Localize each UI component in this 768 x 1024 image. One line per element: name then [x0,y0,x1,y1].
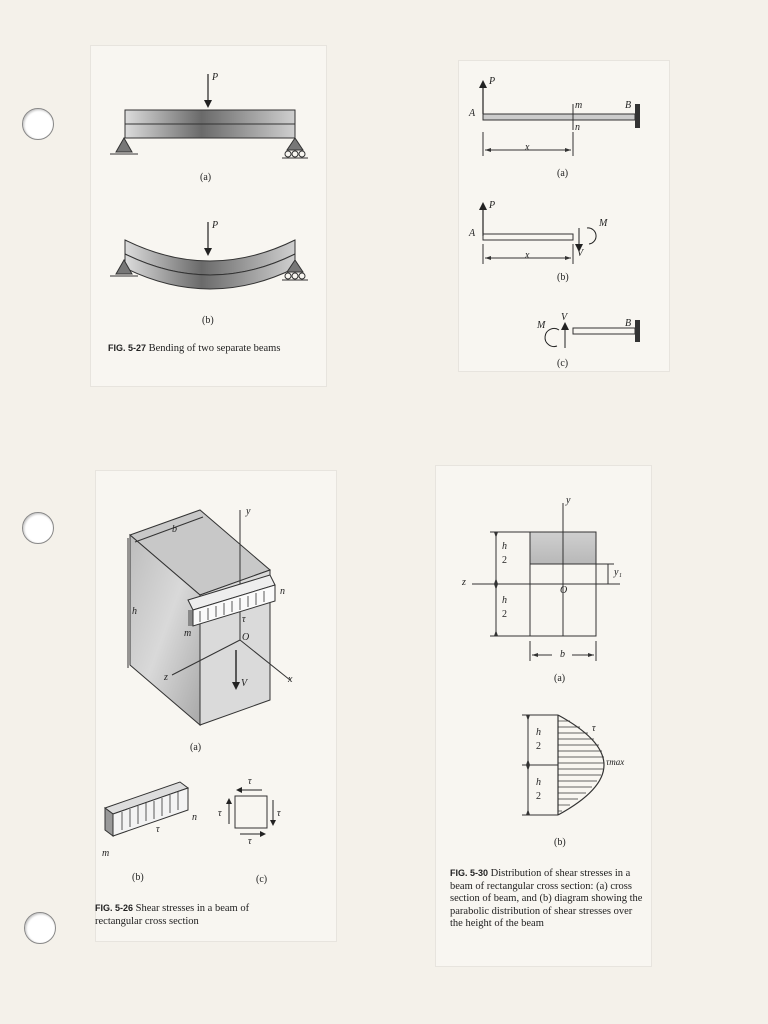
sub-label-c: (c) [256,874,268,885]
label-n-b: n [192,812,197,823]
load-label-b: P [212,220,219,231]
label-M-b: M [599,218,608,229]
fig-5-30-drawing [450,495,650,855]
figure-5-26 [95,490,330,940]
caption-number: FIG. 5-26 [95,903,134,913]
label-x: x [288,674,293,685]
label-tau-c-left: τ [218,808,222,819]
label-V-c: V [561,312,568,323]
label-h-top: h [502,541,507,552]
label-b: b [172,524,177,535]
punch-hole-bottom [24,912,56,944]
fig-5-27-caption [108,342,283,356]
label-m-b: m [102,848,110,859]
label-B: B [625,100,632,111]
caption-text: Bending of two separate beams [148,343,281,354]
label-n: n [280,586,285,597]
label-tau: τ [592,723,596,734]
caption-text: Shear stresses in a beam of rectangular cross section [95,903,250,927]
label-O: O [560,585,568,596]
sub-label-b: (b) [202,315,214,326]
label-b: b [560,649,565,660]
label-y1: y₁ [614,567,622,578]
figure-5-30 [450,495,650,965]
fig-5-27a-beams [110,74,308,158]
fig-5-30a-cross-section [472,503,620,661]
label-x-b: x [525,250,530,261]
fig-5-27b-beams [110,222,308,289]
label-y: y [566,495,571,506]
label-O: O [242,632,250,643]
sub-label-a: (a) [554,673,566,684]
sub-label-b: (b) [132,872,144,883]
label-A-b: A [469,228,476,239]
label-tau-b: τ [156,824,160,835]
label-2-b-bottom: 2 [536,791,541,802]
label-m: m [575,100,583,111]
label-h-b-bottom: h [536,777,541,788]
sub-label-c: (c) [557,358,569,369]
label-P-b: P [489,200,496,211]
label-V: V [241,678,248,689]
label-y: y [246,506,251,517]
figure-5-27 [100,60,320,380]
label-tau-c-top: τ [248,776,252,787]
label-x: x [525,142,530,153]
sub-label-a: (a) [557,168,569,179]
label-h-bottom: h [502,595,507,606]
label-m: m [184,628,192,639]
punch-hole-middle [22,512,54,544]
label-tau-c-bottom: τ [248,836,252,847]
label-z: z [164,672,168,683]
sub-label-b: (b) [554,837,566,848]
punch-hole-top [22,108,54,140]
fig-5-26b-element [105,782,188,836]
fig-5-26-caption [95,902,285,928]
fig-5-26a-block [128,510,293,725]
label-h: h [132,606,137,617]
label-tau-c-right: τ [277,808,281,819]
caption-text: Distribution of shear stresses in a beam of rectangular cross section: (a) cross section of beam, and (b) diagram showing the parabolic distribution of shear stresses over the height of the beam [450,868,643,929]
label-2-top: 2 [502,555,507,566]
fig-5-30-caption [450,867,645,931]
label-h-b-top: h [536,727,541,738]
figure-5-28 [465,72,655,372]
sub-label-a: (a) [190,742,202,753]
fig-5-27-drawing [100,60,320,340]
label-tau-max: τmax [606,757,625,767]
caption-number: FIG. 5-30 [450,868,489,878]
label-n: n [575,122,580,133]
label-B-c: B [625,318,632,329]
sub-label-b: (b) [557,272,569,283]
caption-number: FIG. 5-27 [108,343,147,353]
label-tau: τ [242,614,246,625]
label-2-b-top: 2 [536,741,541,752]
label-z: z [462,577,466,588]
label-P: P [489,76,496,87]
fig-5-26c-element [226,787,276,837]
label-2-bottom: 2 [502,609,507,620]
sub-label-a: (a) [200,172,212,183]
fig-5-28a [479,80,640,156]
load-label-a: P [212,72,219,83]
label-A: A [469,108,476,119]
fig-5-26-drawing [100,490,330,890]
label-V-b: V [577,248,584,259]
label-M-c: M [537,320,546,331]
